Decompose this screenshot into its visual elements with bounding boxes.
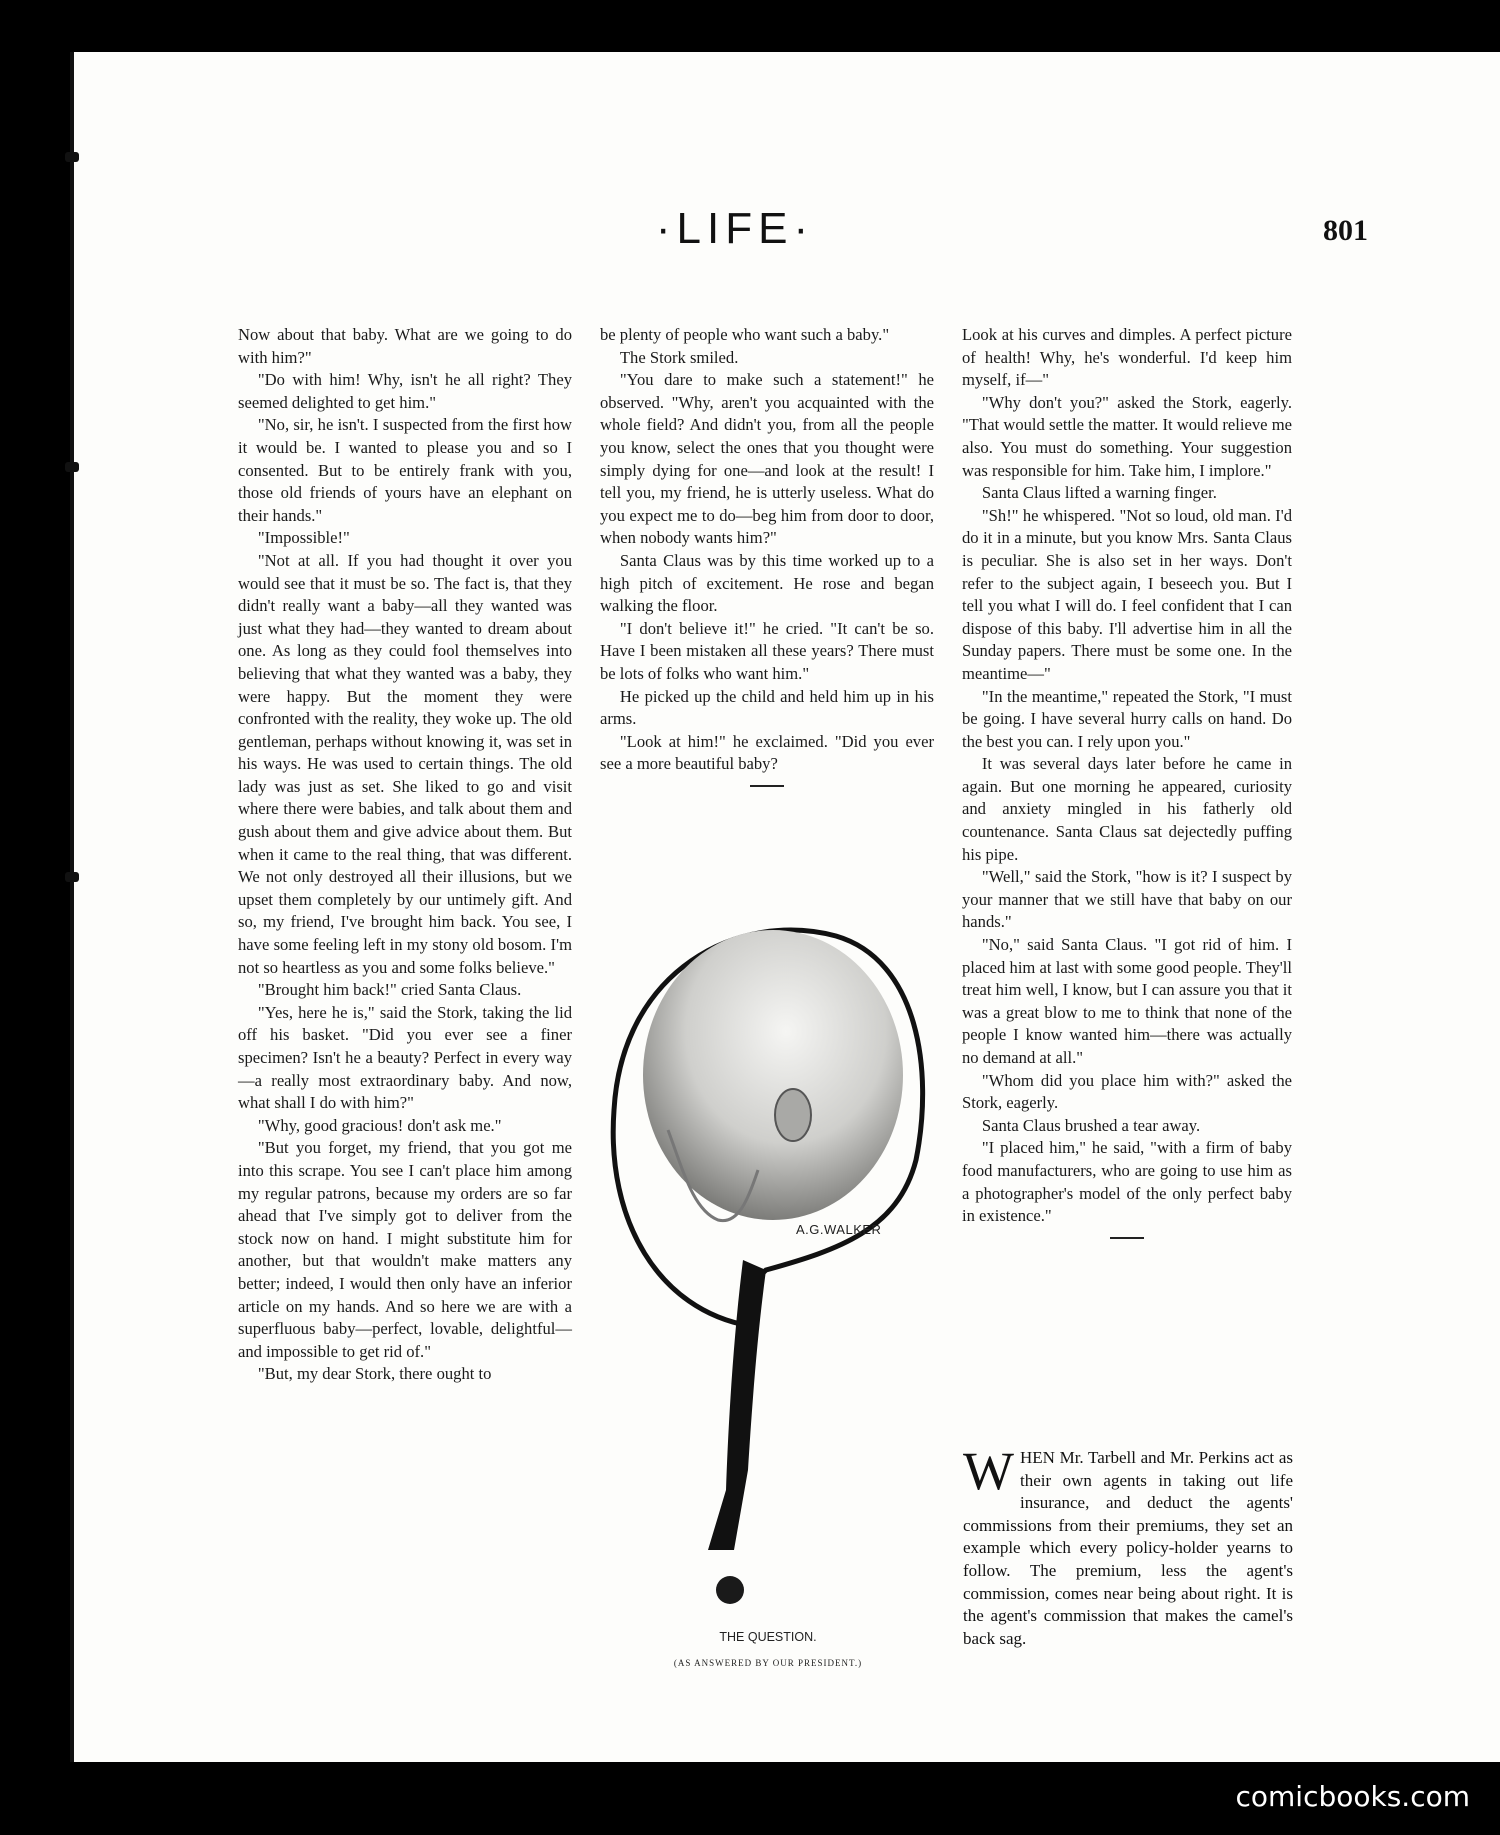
story-paragraph: "Brought him back!" cried Santa Claus. xyxy=(257,980,522,1000)
artist-signature: A.G.WALKER xyxy=(796,1222,882,1237)
masthead-title: ·LIFE· xyxy=(655,204,815,253)
binding-edge xyxy=(70,52,74,1762)
binding-mark xyxy=(65,462,79,472)
baby-question-mark-illustration xyxy=(598,870,938,1632)
question-mark-dot xyxy=(716,1576,744,1604)
story-paragraph: Now about that baby. What are we going to do with him?" xyxy=(238,325,572,367)
magazine-page xyxy=(70,52,1500,1762)
story-paragraph: "In the meantime," repeated the Stork, "I must be going. I have several hurry calls on hand. Do the best you can. I rely upon you." xyxy=(962,686,1292,751)
story-paragraph: "Impossible!" xyxy=(257,528,350,548)
question-mark-stem xyxy=(708,1260,766,1550)
text-column-1 xyxy=(238,324,572,1386)
text-column-3 xyxy=(962,324,1292,1239)
binding-mark xyxy=(65,152,79,162)
story-paragraph: be plenty of people who want such a baby." xyxy=(600,325,890,344)
story-paragraph: "No, sir, he isn't. I suspected from the first how it would be. I wanted to please you and so I consented. But to be entirely frank with you, those old friends of yours have an elephant on their hands." xyxy=(238,415,572,525)
section-rule xyxy=(750,785,784,787)
story-paragraph: "But you forget, my friend, that you got me into this scrape. You see I can't place him among my regular patrons, because my orders are so far ahead that I've simply got to deliver from the stock now on hand. I might substitute him for another, but that wouldn't make matters any better; indeed, I would then only have an inferior article on my hands. And so here we are with a superfluous baby—perfect, lovable, delightful—and impossible to get rid of." xyxy=(238,1138,572,1361)
story-paragraph: "But, my dear Stork, there ought to xyxy=(257,1364,492,1384)
story-paragraph: The Stork smiled. xyxy=(619,347,739,367)
section-rule xyxy=(1110,1237,1144,1239)
illustration-caption: THE QUESTION. xyxy=(719,1630,817,1644)
story-paragraph: "I placed him," he said, "with a firm of baby food manufacturers, who are going to use him as a photographer's model of the only perfect baby in existence." xyxy=(962,1138,1292,1226)
story-paragraph: Santa Claus was by this time worked up to a high pitch of excitement. He rose and began walking the floor. xyxy=(600,550,934,616)
story-paragraph: "No," said Santa Claus. "I got rid of him. I placed him at last with some good people. They'll treat him well, I know, but I can assure you that it was a great blow to me to think that none of the people I know wanted him—there was actually no demand at all." xyxy=(962,935,1292,1067)
story-paragraph: "Whom did you place him with?" asked the Stork, eagerly. xyxy=(962,1070,1292,1113)
drop-cap: W xyxy=(963,1441,1014,1501)
story-paragraph: It was several days later before he came in again. But one morning he appeared, curiosity and anxiety mingled in his fatherly old countenance. Santa Claus sat dejectedly puffing his pipe. xyxy=(962,754,1292,864)
story-paragraph: "Yes, here he is," said the Stork, taking the lid off his basket. "Did you ever see a finer specimen? Isn't he a beauty? Perfect in every way—a really most extraordinary baby. And now, what shall I do with him?" xyxy=(238,1002,572,1113)
insurance-paragraph xyxy=(963,1441,1293,1650)
text-column-2 xyxy=(600,324,934,787)
page-number: 801 xyxy=(1323,214,1368,247)
story-paragraph: Santa Claus brushed a tear away. xyxy=(981,1115,1201,1135)
story-paragraph: "I don't believe it!" he cried. "It can't be so. Have I been mistaken all these years? There must be lots of folks who want him." xyxy=(600,618,934,683)
story-paragraph: "Do with him! Why, isn't he all right? They seemed delighted to get him." xyxy=(238,370,572,412)
story-paragraph: "Not at all. If you had thought it over you would see that it must be so. The fact is, that they didn't really want a baby—all they wanted was just what they had—they wanted to dream about one. As long as they could fool themselves into believing that what they wanted was a baby, they were happy. But the moment they were confronted with the reality, they woke up. The old gentleman, perhaps without knowing it, was set in his ways. He was used to certain things. The old lady was just as set. She liked to go and visit where there were babies, and talk about them and gush about them and give advice about them. But when it came to the real thing, that was different. We not only destroyed all their illusions, but we upset them completely by our untimely gift. And so, my friend, I've brought him back. You see, I have some feeling left in my stony old bosom. I'm not so heartless as you and some folks believe." xyxy=(238,550,572,977)
baby-head xyxy=(643,930,903,1220)
story-paragraph: Santa Claus lifted a warning finger. xyxy=(981,483,1217,503)
story-paragraph: "Why don't you?" asked the Stork, eagerly. "That would settle the matter. It would relieve me also. You must do something. Your suggestion was responsible for him. Take him, I implore." xyxy=(962,392,1292,480)
story-paragraph: He picked up the child and held him up in his arms. xyxy=(600,686,934,729)
story-paragraph: "Why, good gracious! don't ask me." xyxy=(257,1115,502,1135)
binding-mark xyxy=(65,872,79,882)
story-paragraph: "Sh!" he whispered. "Not so loud, old man. I'd do it in a minute, but you know Mrs. Santa Claus is peculiar. She is also set in her ways. Don't refer to the subject again, I beseech you. But I tell you what I will do. I feel confident that I can dispose of this baby. I'll advertise him in all the Sunday papers. There must be some one. In the meantime—" xyxy=(962,505,1292,683)
story-paragraph: "You dare to make such a statement!" he observed. "Why, aren't you acquainted with the whole field? And didn't you, from all the people you know, select the ones that you thought were simply dying for one—and look at the result! I tell you, my friend, he is utterly useless. What do you expect me to do—beg him from door to door, when nobody wants him?" xyxy=(600,370,934,548)
illustration-subcaption: (AS ANSWERED BY OUR PRESIDENT.) xyxy=(673,1658,863,1668)
story-paragraph: Look at his curves and dimples. A perfect picture of health! Why, he's wonderful. I'd keep him myself, if—" xyxy=(962,325,1292,390)
source-credit: comicbooks.com xyxy=(1235,1780,1470,1813)
story-paragraph: "Look at him!" he exclaimed. "Did you ever see a more beautiful baby? xyxy=(600,731,934,774)
insurance-text: HEN Mr. Tarbell and Mr. Perkins act as their own agents in taking out life insurance, and deduct the agents' commissions from their premiums, they set an example which every policy-holder yearns to follow. The premium, less the agent's commission, comes near being about right. It is the agent's commission that makes the camel's back sag. xyxy=(963,1448,1293,1648)
story-paragraph: "Well," said the Stork, "how is it? I suspect by your manner that we still have that baby on our hands." xyxy=(962,867,1292,932)
